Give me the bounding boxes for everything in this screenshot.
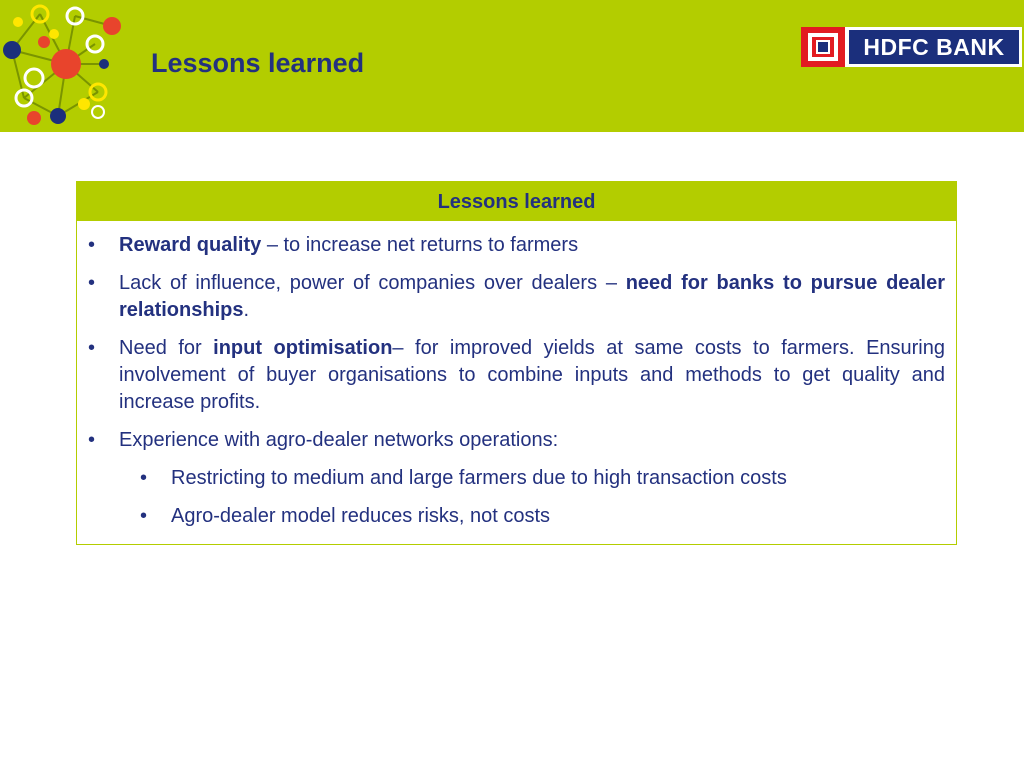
bank-mark-core bbox=[816, 40, 830, 54]
sub-list-item bbox=[140, 465, 945, 492]
header-band bbox=[0, 0, 1024, 132]
list-item bbox=[88, 232, 945, 259]
sub-bullet-text: Restricting to medium and large farmers due to high transaction costs bbox=[171, 467, 787, 489]
bank-mark-icon bbox=[801, 27, 845, 67]
bank-name: HDFC BANK bbox=[849, 30, 1019, 64]
bullet-text: Lack of influence, power of companies over dealers – bbox=[119, 272, 626, 294]
sub-list-item bbox=[140, 503, 945, 530]
sub-bullet-text: Agro-dealer model reduces risks, not costs bbox=[171, 505, 551, 527]
bullet-tail: . bbox=[243, 299, 250, 321]
table-body bbox=[77, 221, 956, 544]
hdfc-bank-logo bbox=[801, 27, 1022, 67]
bullet-text: Need for bbox=[119, 337, 214, 359]
list-item bbox=[88, 427, 945, 454]
bullet-bold: need for banks to pursue dealer relationships bbox=[119, 272, 945, 321]
bullet-bold: input optimisation bbox=[213, 337, 393, 359]
bullet-tail: – for improved yields at same costs to farmers. Ensuring involvement of buyer organisations to combine inputs and methods to get quality and increase profits. bbox=[119, 337, 945, 413]
lessons-table bbox=[76, 181, 957, 545]
bullet-bold: Reward quality bbox=[119, 234, 262, 256]
table-heading: Lessons learned bbox=[77, 182, 956, 221]
molecule-network-icon bbox=[0, 0, 132, 132]
list-item bbox=[88, 270, 945, 324]
page-title: Lessons learned bbox=[151, 48, 365, 78]
bullet-text: – to increase net returns to farmers bbox=[261, 234, 579, 256]
list-item bbox=[88, 335, 945, 416]
bullet-text: Experience with agro-dealer networks operations: bbox=[119, 429, 559, 451]
